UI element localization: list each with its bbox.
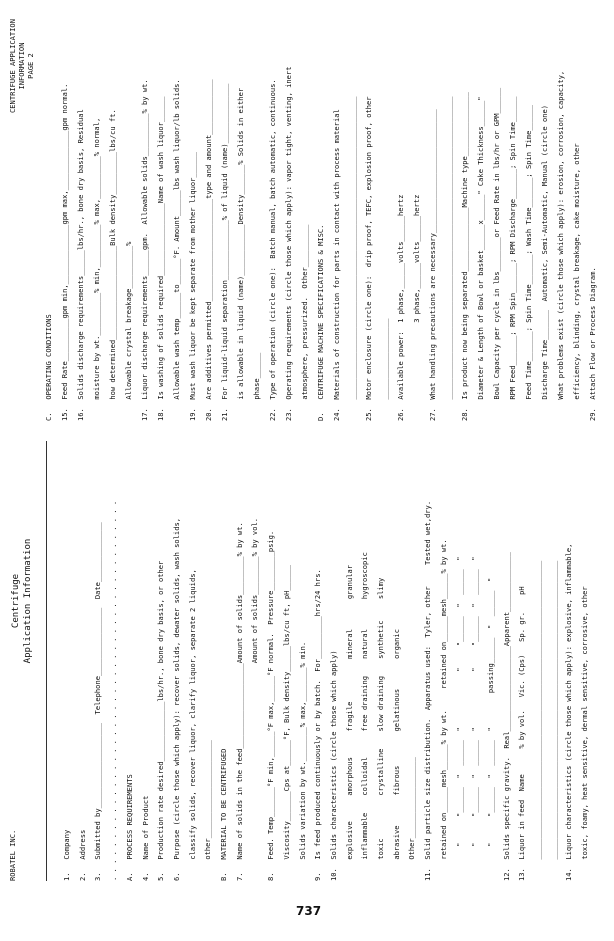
form-line: 10. Solids characteristics (circle those which apply) xyxy=(328,650,338,881)
form-line: _______________________________________________________________________ xyxy=(348,96,357,421)
form-page-2 xyxy=(0,21,614,421)
form-line: efficiency, blinding, crystal breakage, cake moisture, other xyxy=(572,143,581,421)
form-line: toxic, foamy, heat sensitive, dermal sensitive, corrosive, other xyxy=(580,586,590,881)
right-header-line2: INFORMATION xyxy=(17,42,26,90)
form-line: 8. Feed. Temp_______°F min,______°F max,______°F normal. Pressure_________psig. xyxy=(266,530,276,881)
form-line: phase______ xyxy=(252,352,261,421)
form-line: " "______ " ______ " passing______ " ______ " xyxy=(485,577,495,881)
form-line: " "______ " ______ " " "______ " ______ " xyxy=(470,556,480,881)
form-line: moisture by wt.__________% min,__________% max,__________% normal, xyxy=(92,117,101,421)
form-line: 1. Company xyxy=(62,829,71,881)
form-line: 5. Production rate desired______________lbs/hr., bone dry basis, or other xyxy=(156,560,166,881)
form-line: retained on______mesh______% by wt. retained on______mesh______% by wt. xyxy=(438,539,448,881)
form-line: Allowable crystal breakage__________% xyxy=(124,241,133,421)
form-page-1 xyxy=(0,441,614,881)
form-line: 20. Are additives permitted________________________type and amount_____________ xyxy=(204,79,213,421)
form-line: C. OPERATING CONDITIONS xyxy=(44,314,53,421)
form-line: Bowl Capacity per cycle in lbs________or Feed Rate in lbs/hr or GPM______ xyxy=(492,87,501,421)
form-line: Solids variation by wt.________% max,________% min. xyxy=(297,641,307,881)
form-line: 6. Purpose (circle those which apply): recover solids, dewater solids, wash solids, xyxy=(171,517,181,881)
form-line: Viscosity_______Cps at______°F, Bulk density______lbs/cu ft, pH______ xyxy=(281,564,291,881)
page-number: 737 xyxy=(296,904,322,918)
form-line: 17. Liquor discharge requirements______gpm. Allowable solids__________% by wt. xyxy=(140,79,149,421)
form-line: classify solids, recover liquor, clarify liquor, separate 2 liquids, xyxy=(187,569,197,881)
form-line: how determined______________________Bulk density__________lbs/cu ft. xyxy=(108,109,117,421)
form-line: _______________________________________________________________________ xyxy=(444,96,453,421)
right-header-line3: PAGE 2 xyxy=(26,53,35,79)
form-title-line1: Centrifuge xyxy=(11,573,21,629)
form-line: atmosphere, pressurized. Other__________ xyxy=(300,224,309,421)
form-line: 13. Liquor in feed Name % by vol. Vic. (Cps) Sp. gr. pH xyxy=(517,586,527,881)
header-rule xyxy=(46,441,47,881)
form-line: ___________________ xyxy=(380,318,389,421)
form-line: B. MATERIAL TO BE CENTRIFUGED xyxy=(219,748,228,881)
form-line: 29. Attach Flow or Process Diagram. xyxy=(588,267,597,421)
form-line: D. CENTRIFUGE MACHINE SPECIFICATIONS & MISC. xyxy=(316,224,325,421)
form-line: Amount of solids_________% by vol. xyxy=(250,517,260,881)
form-line: other_______________________ xyxy=(203,740,213,881)
form-line: 25. Motor enclosure (circle one): drip proof, TEFC, explosion proof, other xyxy=(364,96,373,421)
form-line: 12. Solids specific gravity. Real____________________Apparent______________ xyxy=(501,552,511,881)
form-line: 18. Is washing of solids required_________________Name of wash liquor______ xyxy=(156,96,165,421)
form-line: 27. What handling precautions are necessary_____________________________ xyxy=(428,109,437,421)
company-name: ROBATEL INC. xyxy=(8,829,17,881)
form-line: 22. Type of operation (circle one): Batch manual, batch automatic, continuous. xyxy=(268,79,277,421)
form-line: 16. Solids discharge requirements______lbs/hr., bone dry basis, Residual xyxy=(76,109,85,421)
form-line: ______________________________________________________________________ xyxy=(548,560,558,881)
form-line: ______________________________________________________________________ xyxy=(533,560,542,881)
form-line: 21. For liquid-liquid separation______________% of liquid (name)______________ xyxy=(220,83,229,421)
form-line: abrasive fibrous gelatinous organic xyxy=(391,629,401,881)
form-line: Other___________________ xyxy=(407,757,417,881)
form-line: 15. Feed Rate__________gpm min,______________gpm max,______________gpm normal. xyxy=(60,83,69,421)
form-line: 26. Available power: 1 phase,______volts______hertz xyxy=(396,194,405,421)
form-line: 23. Operating requirements (circle those which apply): vapor tight, venting, inert xyxy=(284,66,293,421)
form-line: 7. Name of solids in the feed____________________Amount of solids_________% by wt. xyxy=(234,522,244,881)
form-line: RPM Feed_______; RPM Spin_______; RPM Discharge_______; Spin Time______ xyxy=(508,96,517,421)
form-title-line2: Application Information xyxy=(23,538,33,664)
form-line: 9. Is feed produced continuously or by batch. For__________hrs/24 hrs. xyxy=(313,569,323,881)
form-line: 2. Address xyxy=(77,829,87,881)
form-line: 14. Liquor characteristics (circle those which apply): explosive, inflammable, xyxy=(564,543,574,881)
form-line: 4. Name of Product xyxy=(140,795,150,881)
form-line: 24. Materials of construction for parts in contact with process material xyxy=(332,109,341,421)
form-line: toxic crystalline slow draining synthetic slimy xyxy=(376,577,385,881)
form-line: Allowable wash temp______to______°F. Amount______lbs wash liquor/lb solids. xyxy=(172,79,181,421)
form-line: What problems exist (circle those which apply): erosion, corrosion, capacity, xyxy=(556,70,565,421)
form-line: Discharge Time_______ Automatic, Semi-Automatic, Manual (circle one) xyxy=(540,104,549,421)
form-line: 3 phase,______volts______hertz xyxy=(412,194,421,421)
form-line: " "______ " ______ " " "______ " ______ " xyxy=(454,556,464,881)
form-line: explosive amorphous fragile mineral granular xyxy=(344,564,354,881)
form-line: . . . . . . . . . . . . . . . . . . . . . . . . . . . . . . . . . . . . . . . . . . . . . xyxy=(109,500,119,881)
form-line: is allowable in liquid (name)____________Density_______% Solids in either xyxy=(236,87,245,421)
right-header-line1: CENTRIFUGE APPLICATION xyxy=(8,19,17,113)
form-line: inflammable colloidal free draining natural hygroscopic xyxy=(360,552,370,881)
form-line: 19. Must wash liquor be kept separate from mother liquor______ xyxy=(188,151,197,421)
form-line: A. PROCESS REQUIREMENTS xyxy=(124,774,134,881)
form-line: Diameter & Length of Bowl or basket______x______" Cake Thickness______" xyxy=(476,96,485,421)
form-line: 3. Submitted by____________________ Telephone________________ Date______________ xyxy=(93,522,103,881)
form-line: 28. Is product now being separated_______________Machine type_______________ xyxy=(460,92,469,421)
form-line: 11. Solid particle size distribution. Apparatus used: Tyler, other Tested wet,dry. xyxy=(423,500,433,881)
form-line: Feed Time_______; Spin Time_______; Wash Time_______; Spin Time______ xyxy=(524,104,533,421)
